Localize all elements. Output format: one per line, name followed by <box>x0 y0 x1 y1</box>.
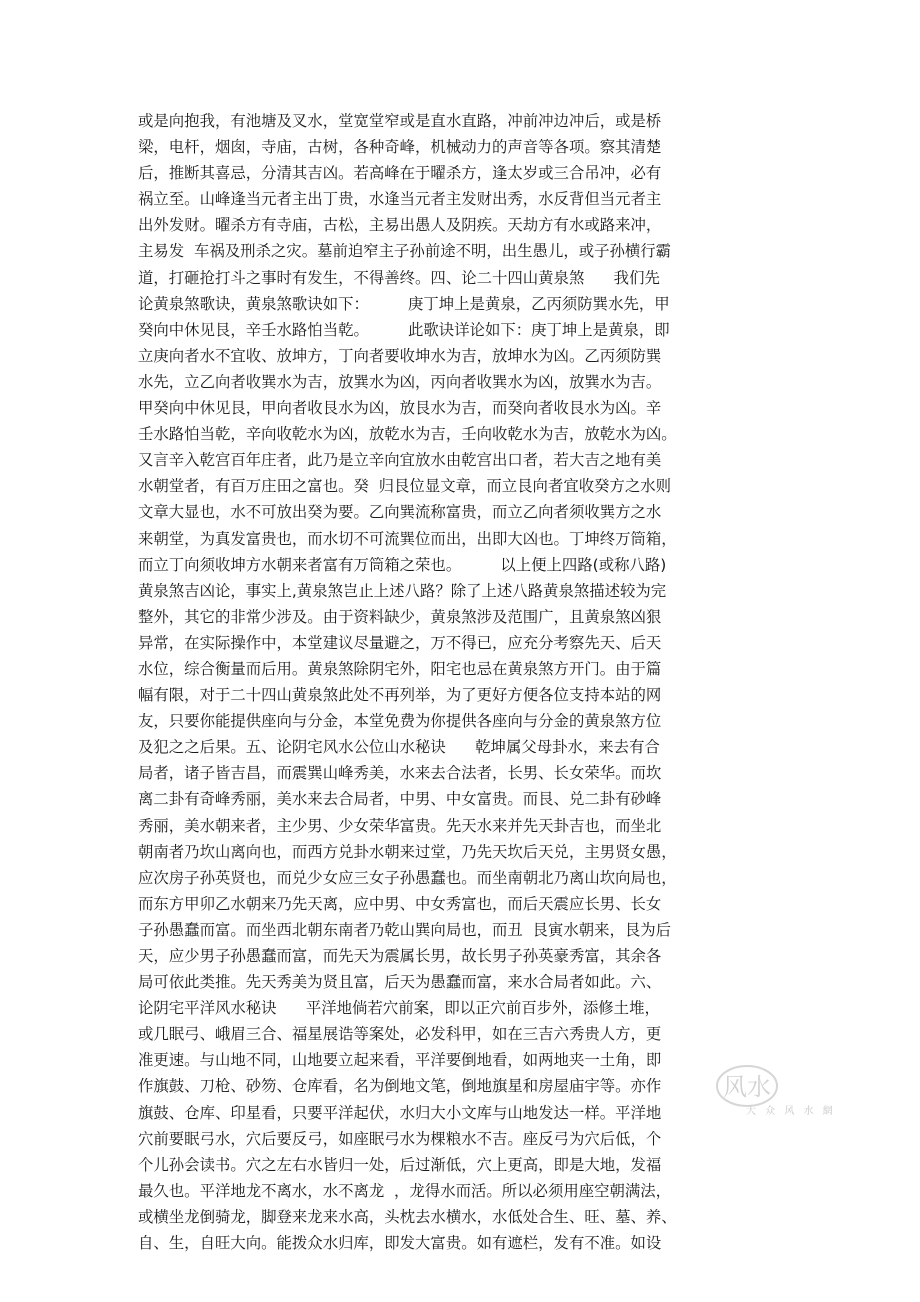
text-line: 作旗鼓、刀枪、砂笏、仓库看，名为倒地文笔，倒地旗星和房屋庙宇等。亦作 <box>138 1077 662 1096</box>
text-line: 梁，电杆，烟囱，寺庙，古树，各种奇峰，机械动力的声音等各项。察其清楚 <box>138 138 662 157</box>
text-line: 幅有限，对于二十四山黄泉煞此处不再列举，为了更好方便各位支持本站的网 <box>138 686 662 705</box>
text-line: 异常，在实际操作中，本堂建议尽量避之，万不得已，应充分考察先天、后天 <box>138 633 662 652</box>
text-line: 及犯之之后果。五、论阴宅风水公位山水秘诀 乾坤属父母卦水，来去有合 <box>138 738 660 757</box>
text-line: 文章大显也，水不可放出癸为要。乙向巽流称富贵，而立乙向者须收巽方之水 <box>138 503 662 522</box>
text-line: 或是向抱我，有池塘及叉水，堂宽堂窄或是直水直路，冲前冲边冲后，或是桥 <box>138 112 662 130</box>
text-line: 立庚向者水不宜收、放坤方，丁向者要收坤水为吉，放坤水为凶。乙丙须防巽 <box>138 346 662 365</box>
text-line: 或横坐龙倒骑龙，脚登来龙来水高，头枕去水横水，水低处合生、旺、墓、养、 <box>138 1207 677 1226</box>
text-line: 离二卦有奇峰秀丽，美水来去合局者，中男、中女富贵。而艮、兑二卦有砂峰 <box>138 790 662 809</box>
text-line: 自、生，自旺大向。能拨众水归库，即发大富贵。如有遮栏，发有不准。如设 <box>138 1234 662 1253</box>
body-text <box>138 108 778 1256</box>
text-line: 出外发财。曜杀方有寺庙，古松，主易出愚人及阴疾。天劫方有水或路来冲， <box>138 216 662 235</box>
text-line: 来朝堂，为真发富贵也，而水切不可流巽位而出，出即大凶也。丁坤终万筒箱， <box>138 529 677 548</box>
text-line: 壬水路怕当乾，辛向收乾水为凶，放乾水为吉，壬向收乾水为吉，放乾水为凶。 <box>138 425 677 444</box>
text-line: 准更速。与山地不同，山地要立起来看，平洋要倒地看，如两地夹一土角，即 <box>138 1051 662 1070</box>
text-line: 穴前要眠弓水，穴后要反弓，如座眠弓水为棵粮水不吉。座反弓为穴后低，个 <box>138 1129 662 1148</box>
watermark-caption: 大 众 风 水 網 <box>746 1106 836 1117</box>
text-line: 局可依此类推。先天秀美为贤且富，后天为愚蠢而富，来水合局者如此。六、 <box>138 973 662 992</box>
text-line: 局者，诸子皆吉昌，而震巽山峰秀美，水来去合法者，长男、长女荣华。而坎 <box>138 764 662 783</box>
text-line: 最久也。平洋地龙不离水，水不离龙 ，龙得水而活。所以必须用座空朝满法， <box>138 1181 672 1200</box>
text-line: 旗鼓、仓库、印星看，只要平洋起伏，水归大小文库与山地发达一样。平洋地 <box>138 1103 662 1122</box>
text-line: 黄泉煞吉凶论，事实上,黄泉煞岂止上述八路？除了上述八路黄泉煞描述较为完 <box>138 581 667 600</box>
text-line: 道，打砸抢打斗之事时有发生，不得善终。四、论二十四山黄泉煞 我们先 <box>138 268 660 287</box>
text-line: 而立丁向须收坤方水朝来者富有万筒箱之荣也。 以上便上四路(或称八路) <box>138 555 667 574</box>
text-line: 天，应少男子孙愚蠢而富，而先天为震属长男，故长男子孙英豪秀富，其余各 <box>138 947 662 965</box>
watermark-logo-text: 风水 <box>723 1073 771 1101</box>
text-line: 论黄泉煞歌诀，黄泉煞歌诀如下： 庚丁坤上是黄泉，乙丙须防巽水先，甲 <box>138 294 670 313</box>
text-line: 整外，其它的非常少涉及。由于资料缺少，黄泉煞涉及范围广，且黄泉煞凶狠 <box>138 607 662 626</box>
text-line: 水先，立乙向者收巽水为吉，放巽水为凶，丙向者收巽水为凶，放巽水为吉。 <box>138 372 662 391</box>
text-line: 而东方甲卯乙水朝来乃先天离，应中男、中女秀富也，而后天震应长男、长女 <box>138 894 662 913</box>
text-line: 甲癸向中休见艮，甲向者收艮水为凶，放艮水为吉，而癸向者收艮水为凶。辛 <box>138 399 662 418</box>
text-line: 应次房子孙英贤也，而兑少女应三女子孙愚蠢也。而坐南朝北乃离山坎向局也， <box>138 868 677 887</box>
text-line: 友，只要你能提供座向与分金，本堂免费为你提供各座向与分金的黄泉煞方位 <box>138 712 662 731</box>
text-line: 水朝堂者，有百万庄田之富也。癸 归艮位显文章，而立艮向者宜收癸方之水则 <box>138 477 672 496</box>
text-line: 朝南者乃坎山离向也，而西方兑卦水朝来过堂，乃先天坎后天兑，主男贤女愚， <box>138 842 677 861</box>
text-line: 后，推断其喜忌，分清其吉凶。若高峰在于曜杀方，逢太岁或三合吊冲，必有 <box>138 164 662 183</box>
text-line: 或几眠弓、峨眉三合、福星展诰等案处，必发科甲，如在三吉六秀贵人方，更 <box>138 1025 662 1044</box>
text-line: 主易发 车祸及刑杀之灾。墓前迫窄主子孙前途不明，出生愚儿，或子孙横行霸 <box>138 242 672 261</box>
text-line: 癸向中休见艮，辛壬水路怕当乾。 此歌诀详论如下：庚丁坤上是黄泉，即 <box>138 320 670 339</box>
text-line: 水位，综合衡量而后用。黄泉煞除阴宅外，阳宅也忌在黄泉煞方开门。由于篇 <box>138 659 662 678</box>
text-line: 又言辛入乾宫百年庄者，此乃是立辛向宜放水由乾宫出口者，若大吉之地有美 <box>138 451 662 470</box>
text-line: 秀丽，美水朝来者，主少男、少女荣华富贵。先天水来并先天卦吉也，而坐北 <box>138 816 662 835</box>
text-line: 子孙愚蠢而富。而坐西北朝东南者乃乾山巽向局也，而丑 艮寅水朝来，艮为后 <box>138 920 672 939</box>
text-line: 个儿孙会读书。穴之左右水皆归一处，后过渐低，穴上更高，即是大地，发福 <box>138 1155 662 1174</box>
text-line: 论阴宅平洋风水秘诀 平洋地倘若穴前案，即以正穴前百步外，添修土堆， <box>138 999 660 1018</box>
text-line: 祸立至。山峰逢当元者主出丁贵，水逢当元者主发财出秀，水反背但当元者主 <box>138 190 662 209</box>
